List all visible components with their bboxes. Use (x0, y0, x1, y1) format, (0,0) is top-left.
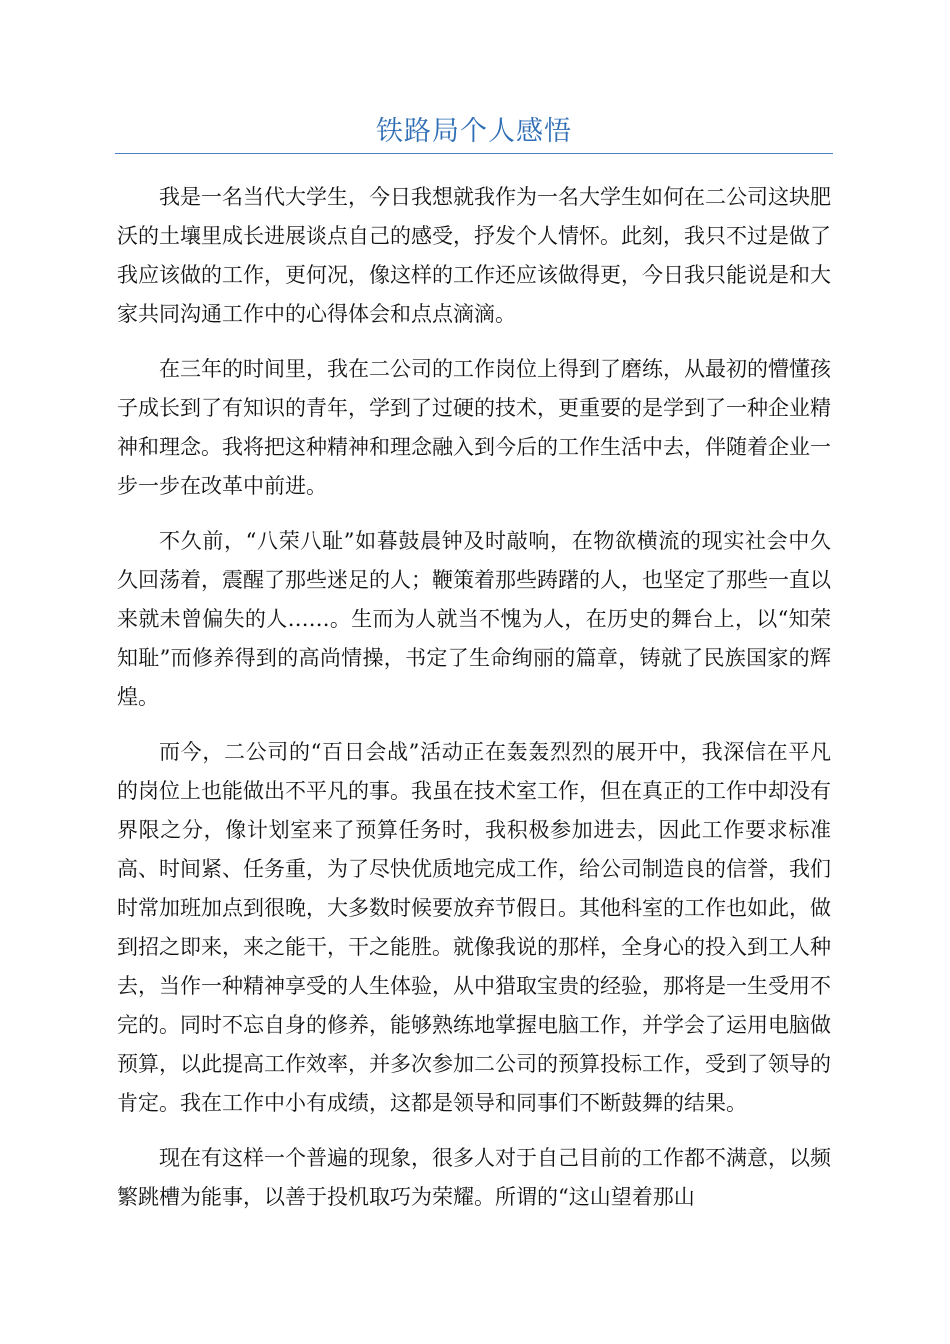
document-title: 铁路局个人感悟 (376, 116, 572, 147)
paragraph-5: 现在有这样一个普遍的现象，很多人对于自己目前的工作都不满意，以频繁跳槽为能事，以善于投机取巧为荣耀。所谓的“这山望着那山 (117, 1146, 831, 1209)
paragraph-1: 我是一名当代大学生，今日我想就我作为一名大学生如何在二公司这块肥沃的土壤里成长进展谈点自己的感受，抒发个人情怀。此刻，我只不过是做了我应该做的工作，更何况，像这样的工作还应该做得更，今日我只能说是和大家共同沟通工作中的心得体会和点点滴滴。 (117, 185, 831, 326)
document-body (117, 178, 831, 1233)
paragraph-2: 在三年的时间里，我在二公司的工作岗位上得到了磨练，从最初的懵懂孩子成长到了有知识的青年，学到了过硬的技术，更重要的是学到了一种企业精神和理念。我将把这种精神和理念融入到今后的工作生活中去，伴随着企业一步一步在改革中前进。 (117, 357, 831, 498)
title-underline (115, 153, 833, 154)
paragraph-3: 不久前，“八荣八耻”如暮鼓晨钟及时敲响，在物欲横流的现实社会中久久回荡着，震醒了那些迷足的人；鞭策着那些踌躇的人，也坚定了那些一直以来就未曾偏失的人……。生而为人就当不愧为人，在历史的舞台上，以“知荣知耻”而修养得到的高尚情操，书定了生命绚丽的篇章，铸就了民族国家的辉煌。 (117, 529, 831, 709)
paragraph-4: 而今，二公司的“百日会战”活动正在轰轰烈烈的展开中，我深信在平凡的岗位上也能做出不平凡的事。我虽在技术室工作，但在真正的工作中却没有界限之分，像计划室来了预算任务时，我积极参加进去，因此工作要求标准高、时间紧、任务重，为了尽快优质地完成工作，给公司制造良的信誉，我们时常加班加点到很晚，大多数时候要放弃节假日。其他科室的工作也如此，做到招之即来，来之能干，干之能胜。就像我说的那样，全身心的投入到工人种去，当作一种精神享受的人生体验，从中猎取宝贵的经验，那将是一生受用不完的。同时不忘自身的修养，能够熟练地掌握电脑工作，并学会了运用电脑做预算，以此提高工作效率，并多次参加二公司的预算投标工作，受到了领导的肯定。我在工作中小有成绩，这都是领导和同事们不断鼓舞的结果。 (117, 740, 831, 1115)
